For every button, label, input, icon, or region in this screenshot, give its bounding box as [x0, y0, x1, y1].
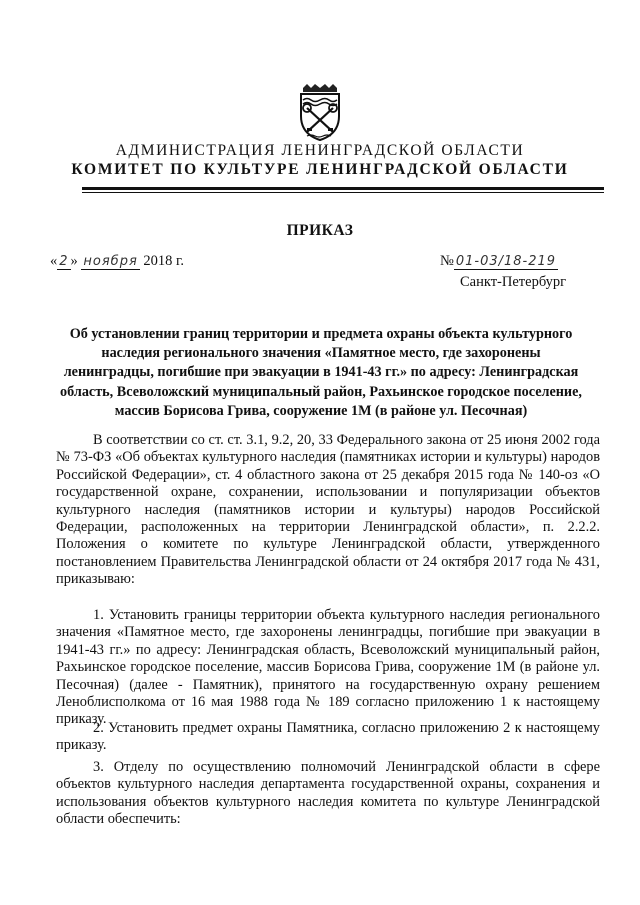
document-title: ПРИКАЗ — [286, 222, 354, 239]
date-close-quote: » — [70, 253, 78, 269]
date-year: 2018 г. — [143, 253, 184, 269]
document-number — [440, 253, 558, 270]
document-city: Санкт-Петербург — [460, 274, 567, 290]
order-item-3: 3. Отделу по осуществлению полномочий Ленинградской области в сфере объектов культурного наследия департамента государственной охраны, сохранения и использования объектов культурного наследия комитета по культуре Ленинградской области обеспечить: — [56, 759, 600, 828]
date-day: 2 — [59, 254, 69, 269]
date-open-quote: « — [50, 253, 58, 269]
header-rule-thick — [82, 187, 604, 190]
document-date — [50, 253, 184, 270]
committee-name: КОМИТЕТ ПО КУЛЬТУРЕ ЛЕНИНГРАДСКОЙ ОБЛАСТИ — [71, 161, 569, 178]
date-month: ноября — [83, 254, 138, 269]
preamble-paragraph: В соответствии со ст. ст. 3.1, 9.2, 20, 33 Федерального закона от 25 июня 2002 года № 73-ФЗ «Об объектах культурного наследия (памятниках истории и культуры) народов Российской Федерации», ст. 4 областного закона от 25 декабря 2015 года № 140-оз «О государственной охране, сохранении, использовании и популяризации объектов культурного наследия (памятников истории и культуры) народов Российской Федерации, расположенных на территории Ленинградской области», п. 2.2.2. Положения о комитете по культуре Ленинградской области, утвержденного постановлением Правительства Ленинградской области от 24 октября 2017 года № 431, приказываю: — [56, 432, 600, 588]
number-label: № — [440, 253, 454, 269]
header-rule-thin — [82, 192, 604, 193]
order-subject: Об установлении границ территории и предмета охраны объекта культурного наследия регионального значения «Памятное место, где захоронены ленинградцы, погибшие при эвакуации в 1941-43 гг.» по адресу: Ленинградская область, Всеволожский муниципальный район, Рахьинское городское поселение, массив Борисова Грива, сооружение 1М (в районе ул. Песочная) — [60, 326, 582, 419]
organization-name: АДМИНИСТРАЦИЯ ЛЕНИНГРАДСКОЙ ОБЛАСТИ — [115, 142, 525, 159]
order-item-1: 1. Установить границы территории объекта культурного наследия регионального значения «Памятное место, где захоронены ленинградцы, погибшие при эвакуации в 1941-43 гг.» по адресу: Ленинградская область, Всеволожский муниципальный район, Рахьинское городское поселение, массив Борисова Грива, сооружение 1М (в районе ул. Песочная) (далее - Памятник), принятого на государственную охрану решением Леноблисполкома от 16 мая 1988 года № 189 согласно приложению 1 к настоящему приказу. — [56, 607, 600, 728]
order-item-2: 2. Установить предмет охраны Памятника, согласно приложению 2 к настоящему приказу. — [56, 720, 600, 754]
number-value: 01-03/18-219 — [455, 254, 557, 269]
coat-of-arms-emblem — [295, 82, 345, 142]
